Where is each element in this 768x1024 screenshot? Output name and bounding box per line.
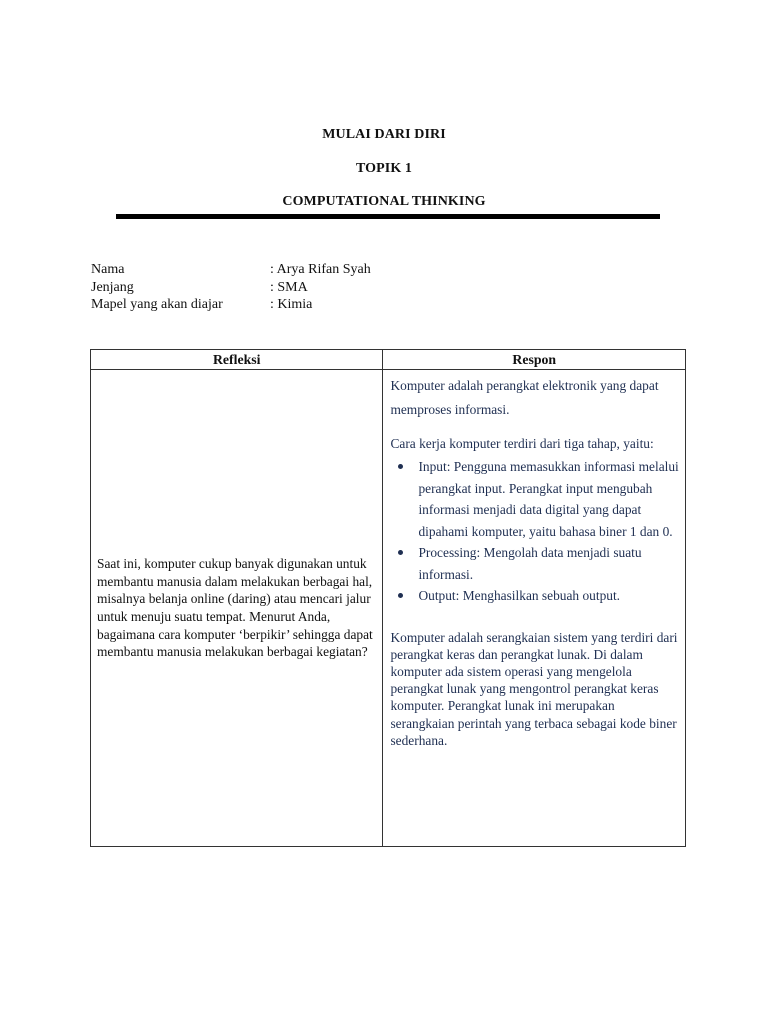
info-row-nama xyxy=(91,261,371,279)
question-cell: Saat ini, komputer cukup banyak digunakan untuk membantu manusia dalam melakukan berbagai hal, misalnya belanja online (daring) atau mencari jalur untuk menuju suatu tempat. Menurut Anda, bagaimana cara komputer ‘berpikir’ sehingga dapat membantu manusia melakukan berbagai kegiatan? xyxy=(91,370,383,847)
response-steps-list xyxy=(390,456,679,607)
header-respon: Respon xyxy=(383,350,686,370)
info-value: : SMA xyxy=(270,279,308,295)
info-value: : Arya Rifan Syah xyxy=(270,262,371,277)
info-value: : Kimia xyxy=(270,297,313,312)
list-item-output: Output: Menghasilkan sebuah output. xyxy=(418,585,679,607)
info-label: Mapel yang akan diajar xyxy=(91,297,223,312)
response-paragraph-3: Komputer adalah serangkaian sistem yang terdiri dari perangkat keras dan perangkat lunak. Di dalam komputer ada sistem operasi yang mengelola perangkat lunak yang mengontrol perangkat keras komputer. Perangkat lunak ini merupakan serangkaian perintah yang terbaca sebagai kode biner sederhana. xyxy=(390,629,678,748)
header-divider xyxy=(116,214,660,219)
list-item-input: Input: Pengguna memasukkan informasi melalui perangkat input. Perangkat input mengubah informasi menjadi data digital yang dapat dipahami komputer, yaitu bahasa biner 1 dan 0. xyxy=(418,456,679,542)
table-header-row xyxy=(91,350,686,370)
response-cell xyxy=(383,370,686,847)
doc-title-line-1: MULAI DARI DIRI xyxy=(322,127,446,142)
reflection-table xyxy=(90,349,686,847)
identity-block xyxy=(91,261,371,314)
table-row xyxy=(91,370,686,847)
header-refleksi: Refleksi xyxy=(91,350,383,370)
doc-title-line-2: TOPIK 1 xyxy=(355,161,413,176)
doc-title-line-3: COMPUTATIONAL THINKING xyxy=(282,194,486,209)
response-paragraph-2: Cara kerja komputer terdiri dari tiga tahap, yaitu: xyxy=(390,436,654,451)
info-label: Jenjang xyxy=(91,279,134,295)
info-row-mapel xyxy=(91,296,371,314)
list-item-processing: Processing: Mengolah data menjadi suatu informasi. xyxy=(418,542,679,585)
response-paragraph-1: Komputer adalah perangkat elektronik yang dapat memproses informasi. xyxy=(390,378,659,417)
info-label: Nama xyxy=(91,262,125,277)
info-row-jenjang xyxy=(91,279,371,297)
